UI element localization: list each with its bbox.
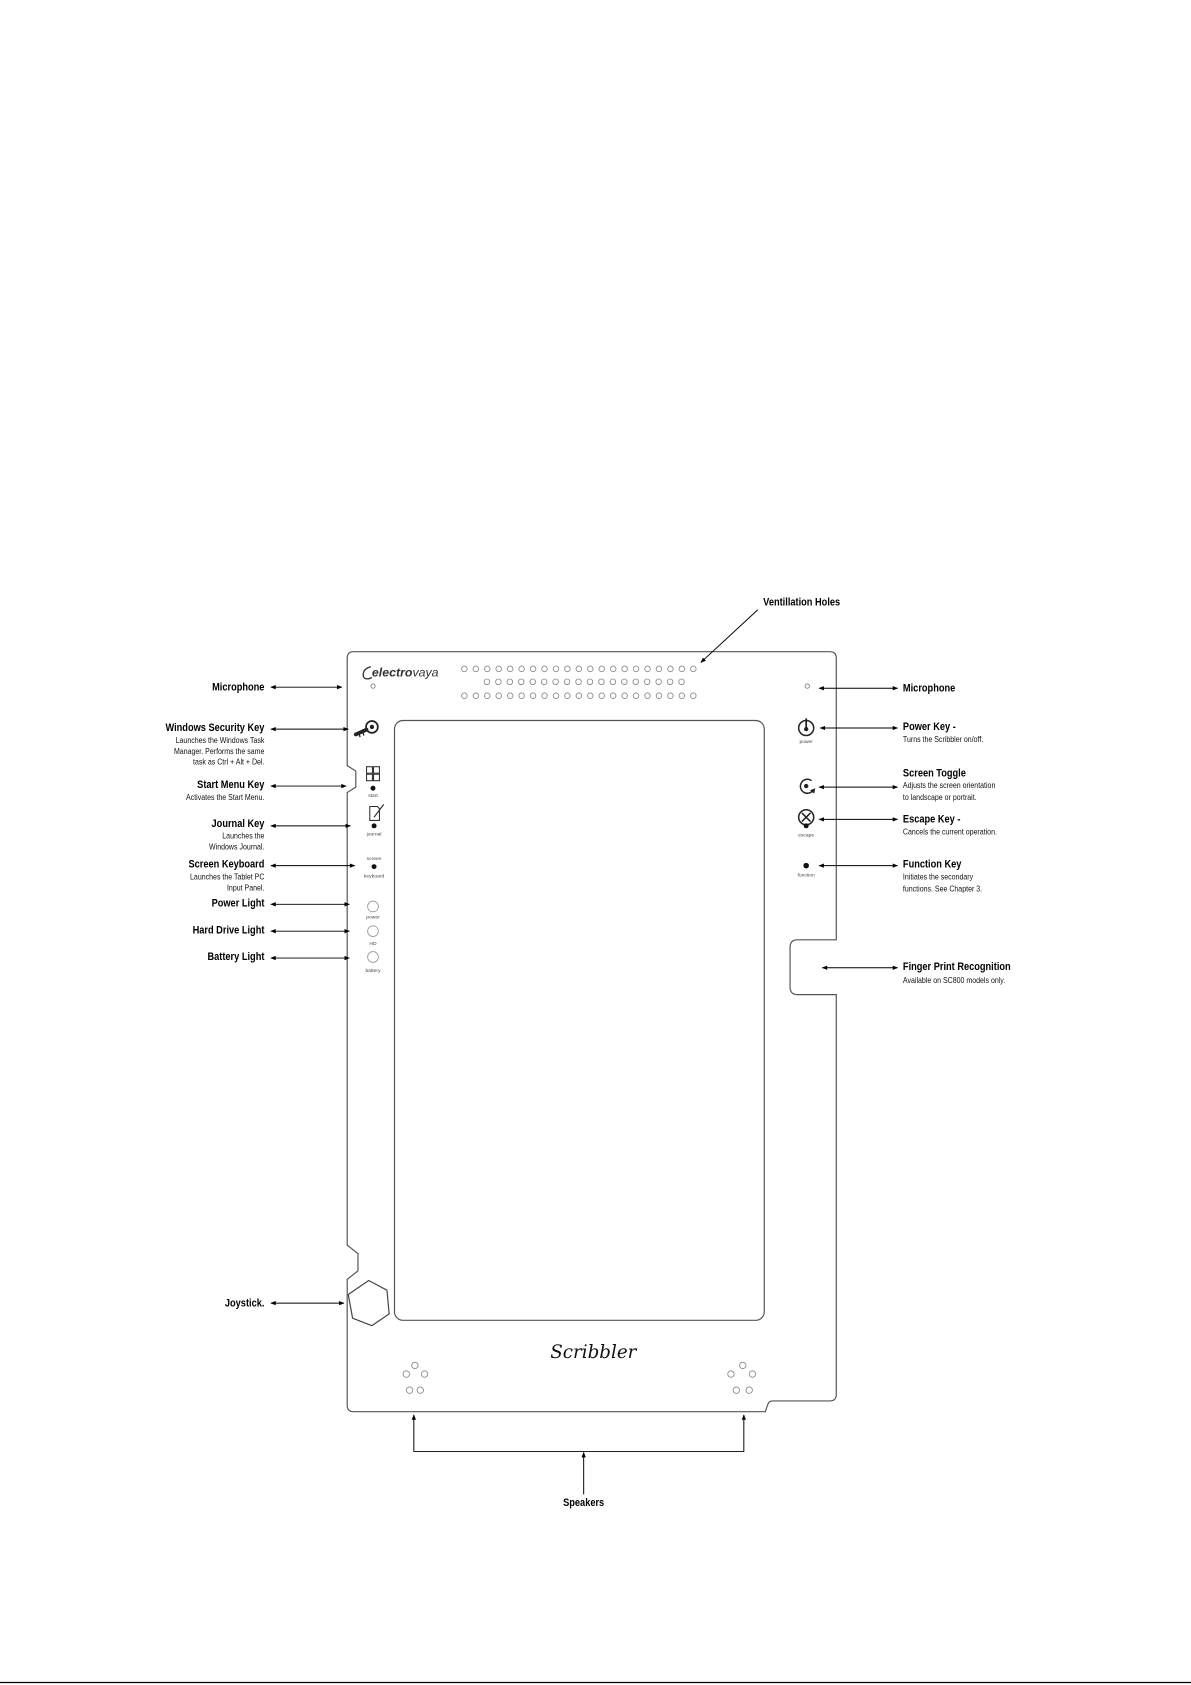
function-key-caption: function [797, 873, 815, 879]
screen-toggle-label: Screen Toggle [902, 767, 966, 780]
screen-toggle-desc-1: Adjusts the screen orientation [902, 780, 996, 791]
model-name: Scribbler [550, 1341, 637, 1363]
right-callout-text [903, 683, 1011, 985]
microphone-left-label: Microphone [212, 681, 265, 694]
logo-text [372, 665, 439, 679]
hard-drive-light-caption: HD [369, 942, 377, 948]
windows-security-key-desc-3: task as Ctrl + Alt + Del. [193, 757, 265, 767]
joystick-label: Joystick. [224, 1297, 265, 1310]
power-key-caption: power [799, 740, 813, 746]
function-key-desc-1: Initiates the secondary [902, 872, 974, 882]
finger-print-label: Finger Print Recognition [902, 961, 1011, 974]
start-menu-key-desc-1: Activates the Start Menu. [186, 792, 265, 803]
journal-key-button [372, 823, 377, 828]
screen-panel [394, 720, 764, 1320]
journal-key-caption: journal [366, 832, 382, 838]
escape-key-desc-1: Cancels the current operation. [902, 826, 997, 837]
windows-security-key-desc-1: Launches the Windows Task [175, 735, 265, 746]
screen-keyboard-caption-bottom: keyboard [363, 874, 385, 880]
ventilation-holes-label: Ventillation Holes [763, 596, 841, 609]
left-callout-arrows [271, 687, 355, 1303]
journal-key-desc-2: Windows Journal. [209, 841, 265, 852]
windows-security-key-label: Windows Security Key [165, 722, 265, 735]
speakers-label-group [563, 1498, 604, 1510]
hard-drive-light-label: Hard Drive Light [192, 924, 265, 937]
ventilation-label-group [763, 597, 840, 609]
power-key-desc-1: Turns the Scribbler on/off. [902, 734, 984, 745]
speakers-bracket [414, 1415, 744, 1452]
screen-toggle-desc-2: to landscape or portrait. [902, 792, 977, 803]
battery-light-label: Battery Light [207, 951, 265, 964]
journal-key-label: Journal Key [211, 818, 265, 831]
start-key-button [371, 786, 376, 791]
start-menu-key-label: Start Menu Key [197, 779, 265, 792]
screen-keyboard-desc-1: Launches the Tablet PC [190, 872, 265, 882]
function-key-button [803, 863, 809, 869]
screen-keyboard-caption-top: screen [366, 857, 382, 863]
windows-security-key-desc-2: Manager. Performs the same [173, 746, 265, 756]
brand-logo [363, 665, 438, 679]
logo-text-bold: electro [371, 665, 413, 680]
screen-keyboard-button [372, 864, 377, 869]
microphone-right-label: Microphone [902, 682, 956, 695]
screen-keyboard-desc-2: Input Panel. [226, 882, 265, 893]
journal-key-desc-1: Launches the [222, 831, 265, 841]
power-light-caption: power [366, 915, 380, 921]
power-key-label: Power Key - [902, 721, 956, 734]
screen-keyboard-label: Screen Keyboard [188, 859, 265, 871]
power-light-label: Power Light [211, 897, 265, 910]
speakers-label: Speakers [563, 1497, 605, 1510]
battery-light-caption: battery [365, 969, 381, 975]
escape-key-caption: escape [798, 833, 815, 839]
function-key-label: Function Key [902, 859, 962, 871]
function-key-desc-2: functions. See Chapter 3. [902, 883, 983, 894]
finger-print-desc-1: Available on SC800 models only. [902, 975, 1006, 985]
logo-text-light: vaya [412, 665, 439, 680]
left-callout-text [165, 682, 265, 1310]
escape-key-button [804, 823, 809, 828]
start-key-caption: start [368, 793, 378, 799]
escape-key-label: Escape Key - [902, 814, 961, 826]
